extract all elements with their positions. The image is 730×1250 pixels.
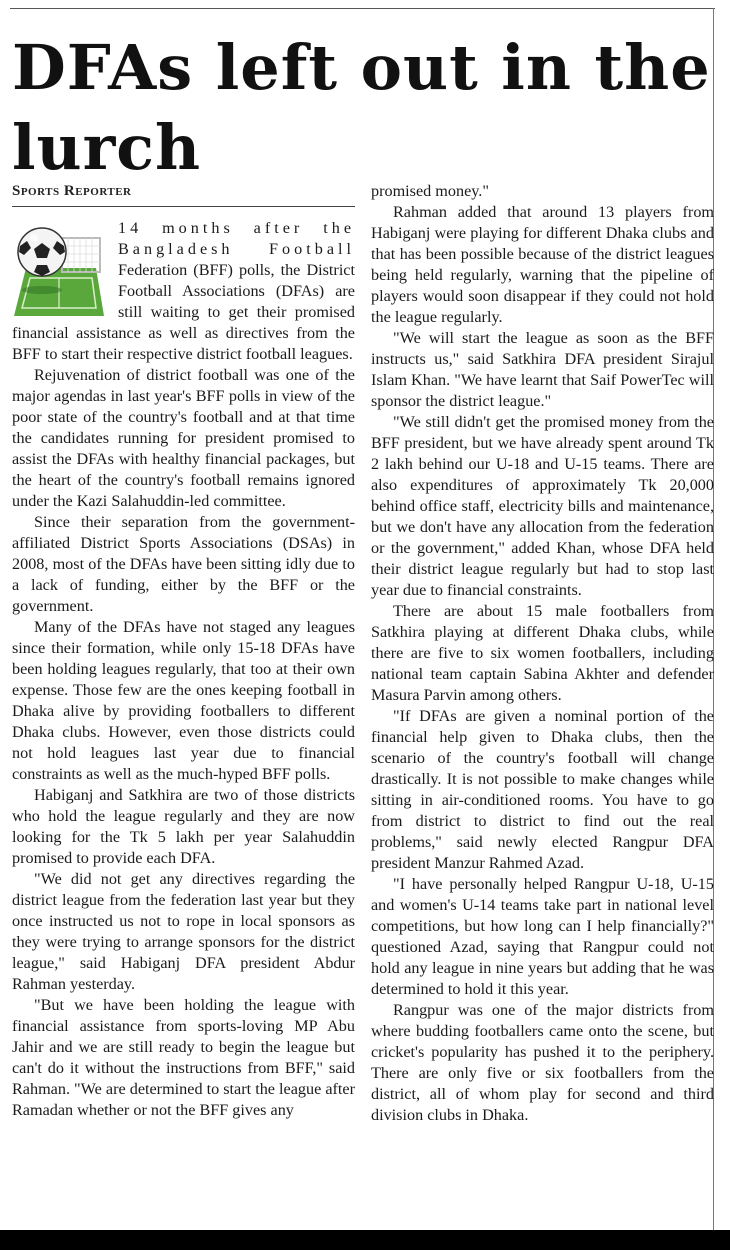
- bottom-bar: [0, 1230, 730, 1250]
- football-field-icon: [12, 222, 106, 320]
- byline: Sports Reporter: [12, 183, 132, 199]
- paragraph-12: "If DFAs are given a nominal portion of the financial help given to Dhaka clubs, then the scenario of the country's football will change drastically. It is not possible to make changes while sitting in air-conditioned rooms. You have to go from district to district to find out the real problems," said newly elected Rangpur DFA president Manzur Rahmed Azad.: [371, 707, 714, 872]
- paragraph-9: "We will start the league as soon as the BFF instructs us," said Satkhira DFA president Sirajul Islam Khan. "We have learnt that Saif PowerTec will sponsor the district league.": [371, 329, 714, 410]
- paragraph-13: "I have personally helped Rangpur U-18, U-15 and women's U-14 teams take part in national level competitions, but how long can I help financially?" questioned Azad, saying that Rangpur could not hold any league in nine years but adding that he was determined to hold it this year.: [371, 875, 714, 998]
- paragraph-10: "We still didn't get the promised money from the BFF president, but we have already spent around Tk 2 lakh behind our U-18 and U-15 teams. There are also expenditures of approximately Tk 20,000 behind office staff, electricity bills and maintenance, but we don't have any allocation from the federation or the government," added Khan, whose DFA held their district league regularly but had to stop last year due to financial constraints.: [371, 413, 714, 599]
- paragraph-14: Rangpur was one of the major districts from where budding footballers came onto the scene, but cricket's popularity has pushed it to the periphery. There are only five or six footballers from the district, all of whom play for second and third division clubs in Dhaka.: [371, 1001, 714, 1124]
- paragraph-6: "We did not get any directives regarding the district league from the federation last year but they once instructed us not to rope in local sponsors as they were trying to arrange sponsors for the district league," said Habiganj DFA president Abdur Rahman yesterday.: [12, 870, 355, 993]
- headline: DFAs left out in the lurch: [12, 31, 711, 184]
- top-rule: [10, 8, 715, 9]
- paragraph-3: Since their separation from the government-affiliated District Sports Associations (DSAs) in 2008, most of the DFAs have been sitting idly due to a lack of funding, either by the BFF or the government.: [12, 513, 355, 615]
- article-column-left: [12, 218, 355, 1230]
- paragraph-7: "But we have been holding the league with financial assistance from sports-loving MP Abu Jahir and we are still ready to begin the league but can't do it without the instructions from BFF," said Rahman. "We are determined to start the league after Ramadan whether or not the BFF gives any: [12, 996, 355, 1119]
- paragraph-4: Many of the DFAs have not staged any leagues since their formation, while only 15-18 DFAs have been holding leagues regularly, that too at their own expense. Those few are the ones keeping football in Dhaka alive by providing footballers to different Dhaka clubs. However, even those districts could not hold leagues last year due to financial constraints as well as the much-hyped BFF polls.: [12, 618, 355, 783]
- paragraph-7-continued: promised money.": [371, 182, 489, 200]
- paragraph-2: Rejuvenation of district football was one of the major agendas in last year's BFF polls in view of the poor state of the country's football and at that time the candidates running for president promised to assist the DFAs with healthy financial packages, but the heart of the country's football remains ignored under the Kazi Salahuddin-led committee.: [12, 366, 355, 510]
- byline-rule: [12, 206, 355, 207]
- paragraph-5: Habiganj and Satkhira are two of those districts who hold the league regularly and they are now looking for the Tk 5 lakh per year Salahuddin promised to provide each DFA.: [12, 786, 355, 867]
- paragraph-11: There are about 15 male footballers from Satkhira playing at different Dhaka clubs, while there are five to six women footballers, including national team captain Sabina Akhter and defender Masura Parvin among others.: [371, 602, 714, 704]
- lead-paragraph-rest: Federation (BFF) polls, the District Football Associations (DFAs) are still waiting to get their promised financial assistance as well as directives from the BFF to start their respective district football leagues.: [12, 261, 355, 363]
- paragraph-8: Rahman added that around 13 players from Habiganj were playing for different Dhaka clubs and that has been possible because of the district leagues being held regularly, warning that the pipeline of players would soon disappear if they could not hold the league regularly.: [371, 203, 714, 326]
- lead-paragraph-opening: 14 months after the Bangladesh Football: [118, 219, 355, 258]
- article-column-right: [371, 181, 714, 1230]
